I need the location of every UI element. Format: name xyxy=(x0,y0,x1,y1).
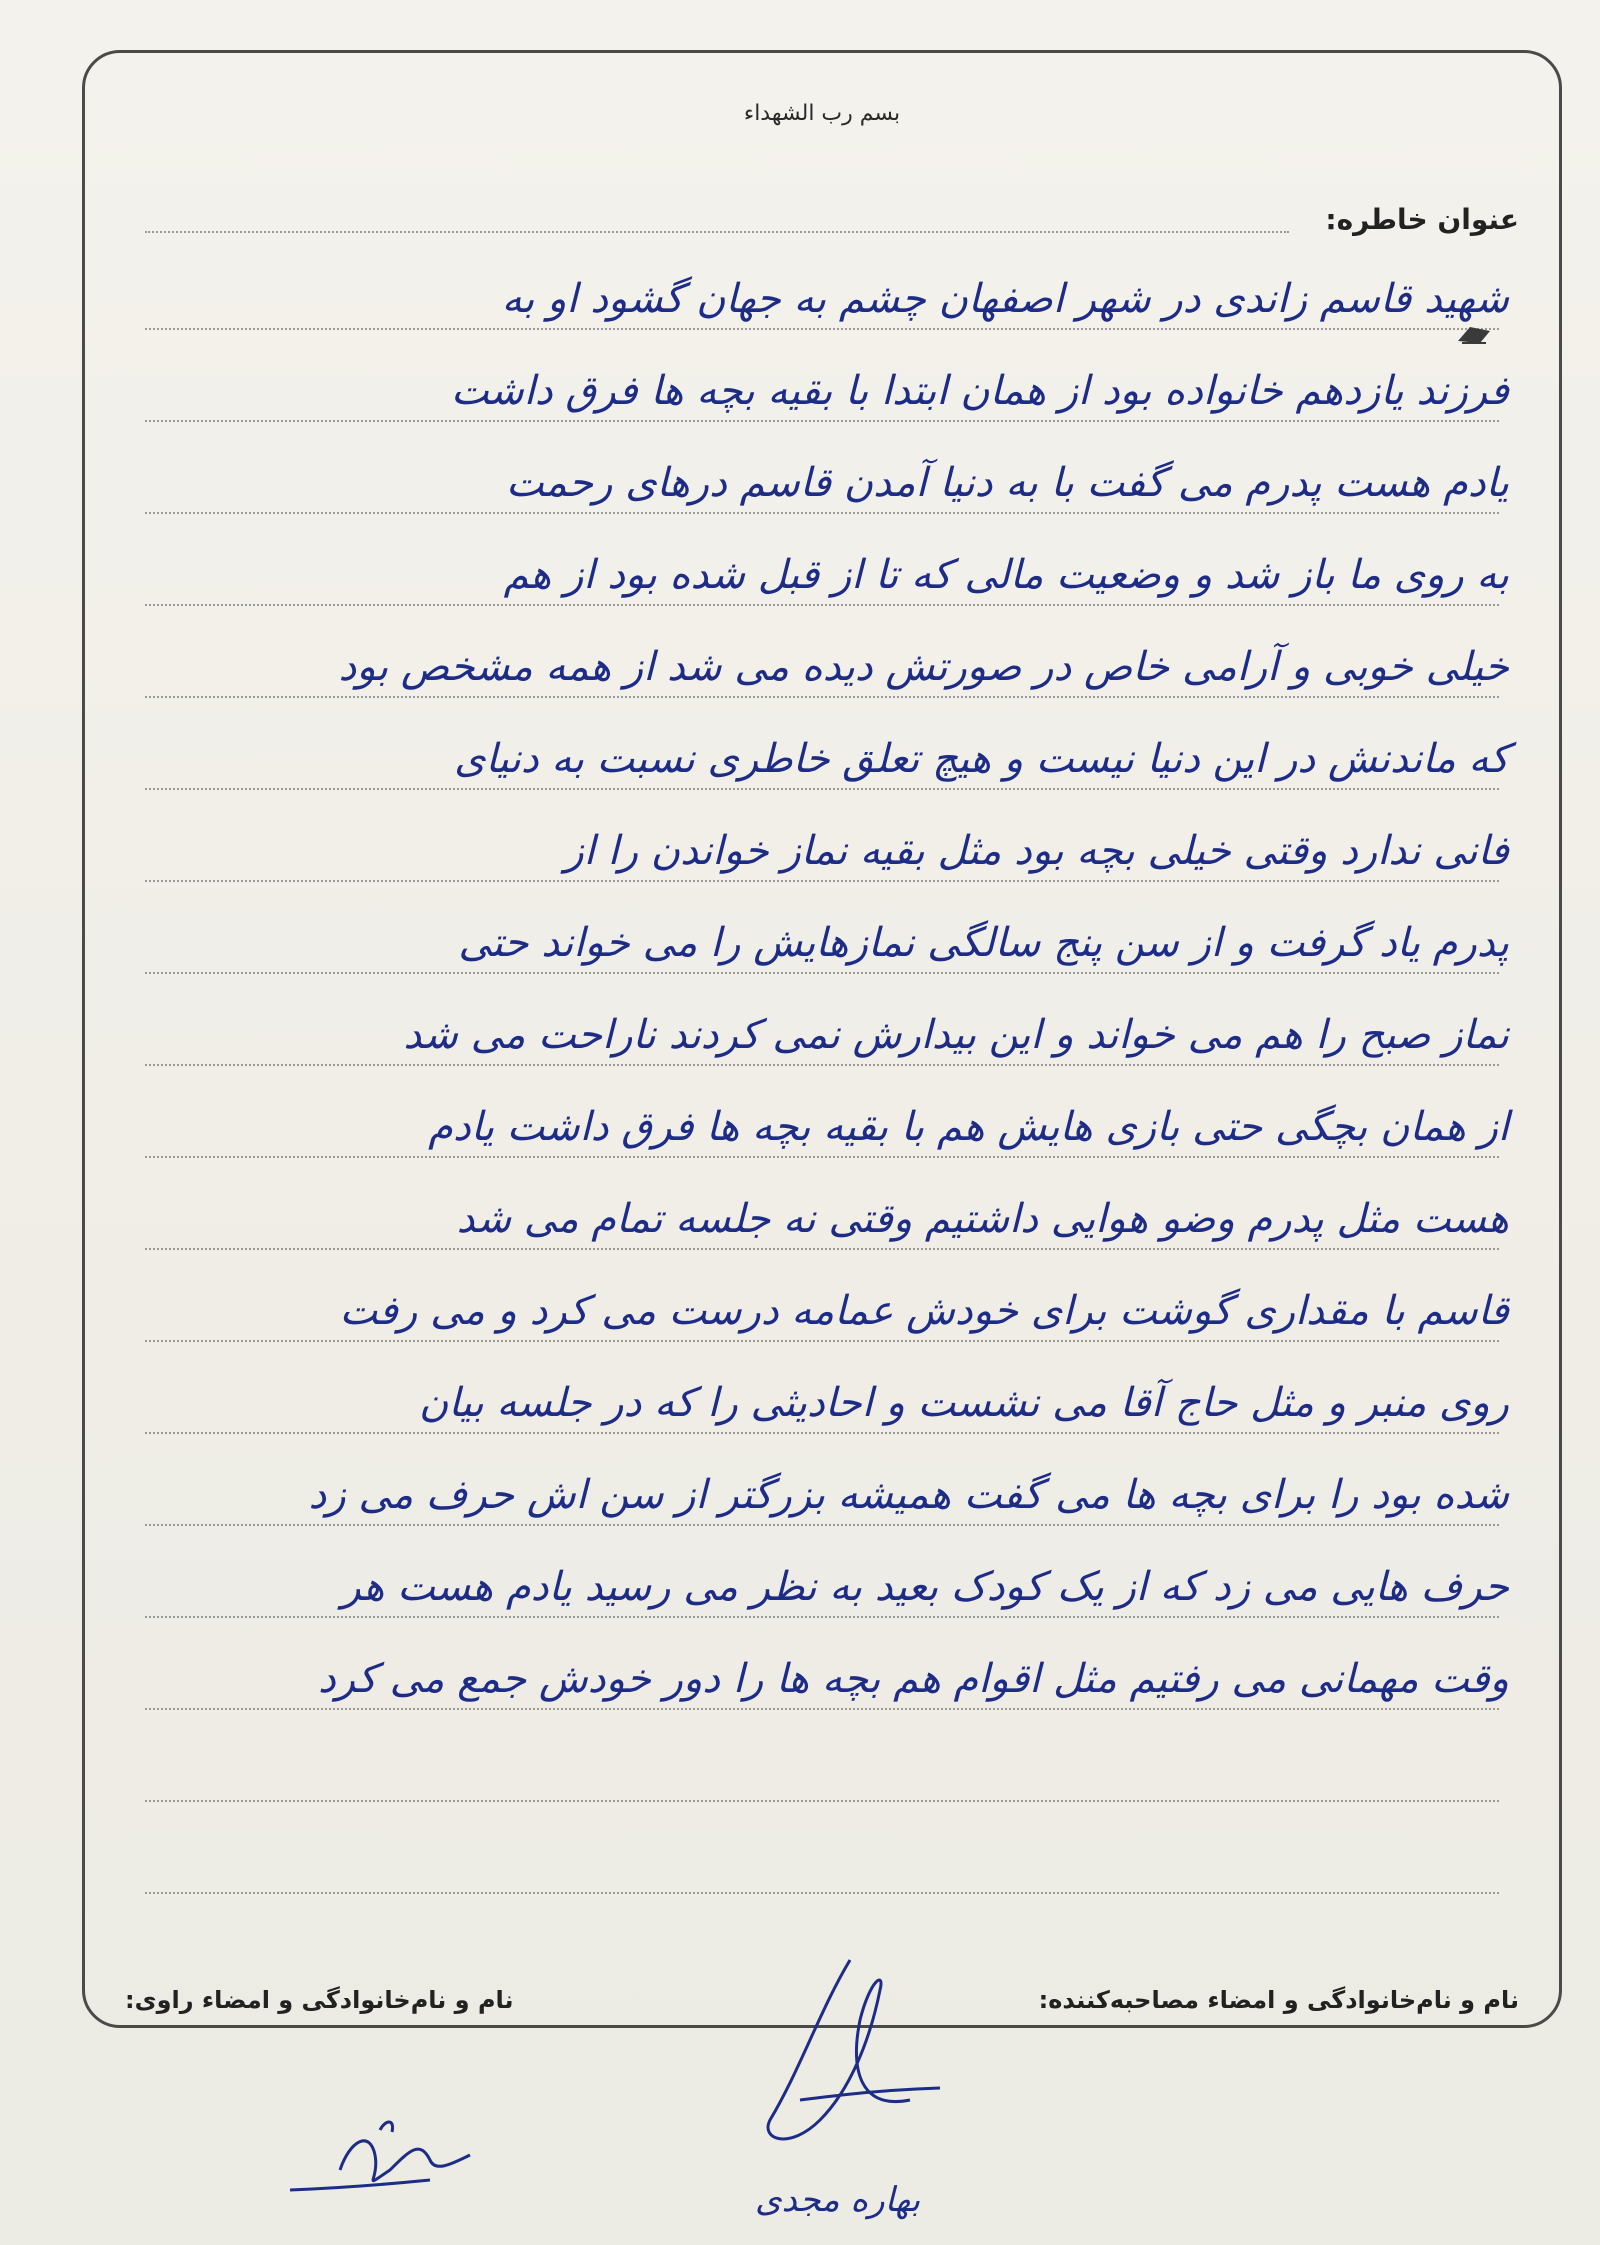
interviewer-signature-name: بهاره مجدی xyxy=(755,2180,921,2220)
narrator-label: نام و نام‌خانوادگی و امضاء راوی: xyxy=(125,1986,514,2014)
interviewer-label: نام و نام‌خانوادگی و امضاء مصاحبه‌کننده: xyxy=(1038,1986,1519,2014)
memoir-title-label: عنوان خاطره: xyxy=(1325,203,1519,236)
memoir-line: روی منبر و مثل حاج آقا می نشست و احادیثی را که در جلسه بیان xyxy=(419,1380,1509,1426)
ruled-line xyxy=(145,231,1289,233)
memoir-line: شده بود را برای بچه ها می گفت همیشه بزرگتر از سن اش حرف می زد xyxy=(308,1472,1509,1518)
memoir-line: یادم هست پدرم می گفت با به دنیا آمدن قاسم درهای رحمت xyxy=(506,460,1509,506)
ruled-line xyxy=(145,1800,1499,1802)
memoir-line: نماز صبح را هم می خواند و این بیدارش نمی کردند ناراحت می شد xyxy=(403,1012,1509,1058)
memoir-handwritten-text xyxy=(125,253,1519,1725)
memoir-line: که ماندنش در این دنیا نیست و هیچ تعلق خاطری نسبت به دنیای xyxy=(454,736,1509,782)
memoir-line: حرف هایی می زد که از یک کودک بعید به نظر می رسید یادم هست هر xyxy=(341,1564,1509,1610)
memoir-line: خیلی خوبی و آرامی خاص در صورتش دیده می شد از همه مشخص بود xyxy=(338,644,1509,690)
memoir-line: قاسم با مقداری گوشت برای خودش عمامه درست می کرد و می رفت xyxy=(339,1288,1509,1334)
memoir-line: شهید قاسم زاندی در شهر اصفهان چشم به جهان گشود او به xyxy=(501,276,1509,322)
ruled-line xyxy=(145,1892,1499,1894)
interviewer-signature xyxy=(730,1950,980,2180)
memoir-line: فانی ندارد وقتی خیلی بچه بود مثل بقیه نماز خواندن را از xyxy=(564,828,1509,874)
memoir-line: فرزند یازدهم خانواده بود از همان ابتدا با بقیه بچه ها فرق داشت xyxy=(450,368,1509,414)
memoir-line: از همان بچگی حتی بازی هایش هم با بقیه بچه ها فرق داشت یادم xyxy=(428,1104,1509,1150)
basmala-header: بسم رب الشهداء xyxy=(743,101,901,126)
narrator-signature xyxy=(280,2110,510,2220)
memoir-line: وقت مهمانی می رفتیم مثل اقوام هم بچه ها را دور خودش جمع می کرد xyxy=(317,1656,1509,1702)
memoir-line: پدرم یاد گرفت و از سن پنج سالگی نمازهایش را می خواند حتی xyxy=(458,920,1509,966)
memoir-line: به روی ما باز شد و وضعیت مالی که تا از قبل شده بود از هم xyxy=(503,552,1509,598)
memoir-line: هست مثل پدرم وضو هوایی داشتیم وقتی نه جلسه تمام می شد xyxy=(456,1196,1509,1242)
form-frame xyxy=(82,50,1562,2028)
